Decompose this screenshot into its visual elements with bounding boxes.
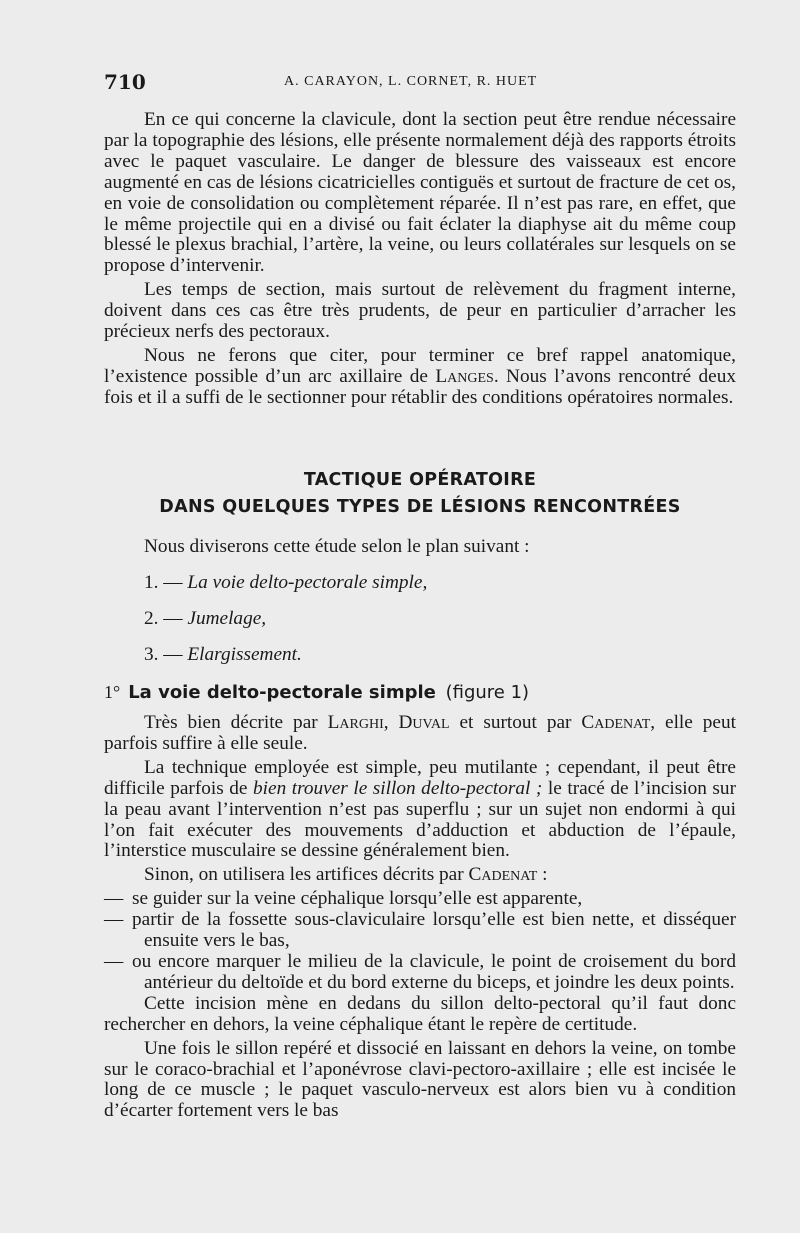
- plan-item: 2. — Jumelage,: [144, 608, 267, 629]
- intro-text: [104, 110, 736, 412]
- plan-intro: Nous diviserons cette étude selon le plan suivant :: [144, 536, 530, 557]
- paragraph: Nous ne ferons que citer, pour terminer ce bref rappel anatomique, l’existence possible d’un arc axillaire de Langes. Nous l’avons rencontré deux fois et il a suffi de le sectionner pour rétablir des conditions opératoires normales.: [104, 344, 736, 408]
- plan-item: 1. — La voie delto-pectorale simple,: [144, 572, 428, 593]
- plan-list: [104, 536, 736, 666]
- running-head-authors: A. CARAYON, L. CORNET, R. HUET: [284, 74, 538, 89]
- running-header: [104, 70, 740, 96]
- paragraph: En ce qui concerne la clavicule, dont la section peut être rendue nécessaire par la topographie des lésions, elle présente normalement déjà des rapports étroits avec le paquet vasculaire. Le danger de blessure des vaisseaux est encore augmenté en cas de lésions cicatricielles contiguës et surtout de fracture de cet os, en voie de consolidation ou complètement réparée. Il n’est pas rare, en effet, que le même projectile qui en a divisé ou fait éclater la diaphyse ait du même coup blessé le plexus brachial, l’artère, la veine, ou leurs collatérales sur lesquels on se propose d’intervenir.: [104, 109, 736, 277]
- section-title-line2: DANS QUELQUES TYPES DE LÉSIONS RENCONTRÉES: [159, 497, 681, 517]
- figure-reference: (figure 1): [445, 682, 530, 703]
- paragraph: La technique employée est simple, peu mutilante ; cependant, il peut être difficile parfois de bien trouver le sillon delto-pectoral ; le tracé de l’incision sur la peau avant l’intervention n’est pas superflu ; sur un sujet non endormi à qui l’on fait exécuter des mouvements d’adduction et abduction de l’épaule, l’interstice musculaire se dessine généralement bien.: [104, 756, 736, 862]
- author-name: Langes: [435, 365, 494, 387]
- section-title-line1: TACTIQUE OPÉRATOIRE: [303, 470, 537, 490]
- paragraph: Les temps de section, mais surtout de relèvement du fragment interne, doivent dans ces cas être très prudents, de peur en particulier d’arracher les précieux nerfs des pectoraux.: [104, 279, 736, 343]
- dash-item: — ou encore marquer le milieu de la clavicule, le point de croisement du bord antérieur du deltoïde et du bord externe du biceps, et joindre les deux points.: [104, 950, 736, 993]
- plan-item: 3. — Elargissement.: [144, 644, 302, 665]
- paragraph: Cette incision mène en dedans du sillon delto-pectoral qu’il faut donc rechercher en dehors, la veine céphalique étant le repère de certitude.: [104, 992, 736, 1035]
- paragraph: Très bien décrite par Larghi, Duval et surtout par Cadenat, elle peut parfois suffire à elle seule.: [104, 712, 736, 754]
- paragraph: Sinon, on utilisera les artifices décrits par Cadenat :: [144, 864, 548, 886]
- dash-item: — se guider sur la veine céphalique lorsqu’elle est apparente,: [104, 888, 583, 910]
- section1-text: [104, 713, 736, 1125]
- dash-item: — partir de la fossette sous-claviculaire lorsqu’elle est bien nette, et disséquer ensuite vers le bas,: [104, 909, 736, 952]
- subsection-heading: 1° La voie delto-pectorale simple (figure 1): [104, 682, 530, 703]
- page-number: 710: [104, 70, 146, 94]
- paragraph: Une fois le sillon repéré et dissocié en laissant en dehors la veine, on tombe sur le coraco-brachial et l’aponévrose clavi-pectoro-axillaire ; elle est incisée le long de ce muscle ; le paquet vasculo-nerveux est alors bien vu à condition d’écarter fortement vers le bas: [104, 1037, 736, 1122]
